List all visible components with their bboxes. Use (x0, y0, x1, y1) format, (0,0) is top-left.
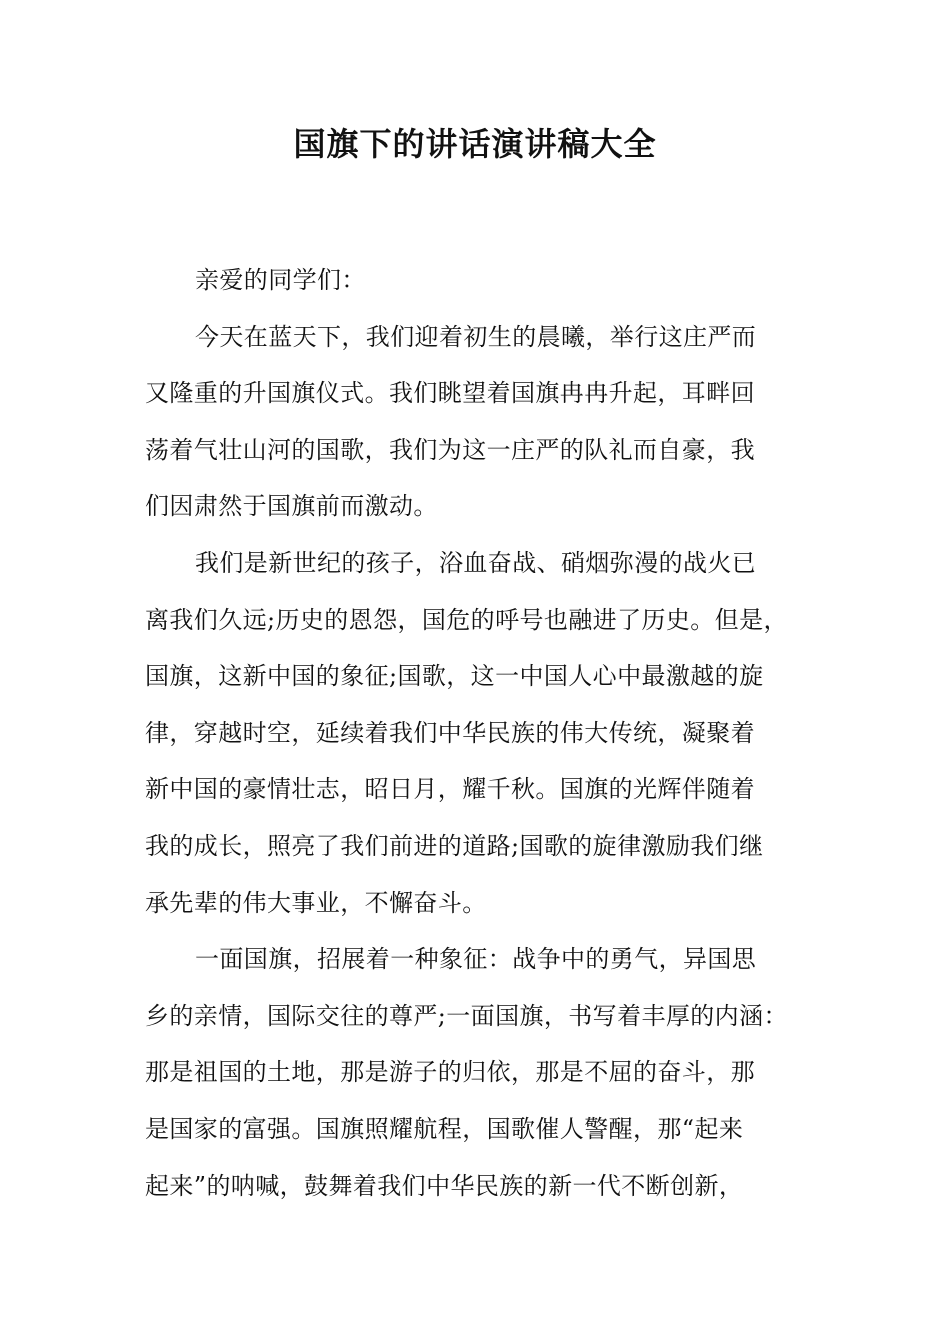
document-title: 国旗下的讲话演讲稿大全 (293, 125, 657, 163)
paragraph-3-line-1: 一面国旗，招展着一种象征：战争中的勇气，异国思 (195, 945, 757, 974)
paragraph-1-line-4: 们因肃然于国旗前而激动。 (145, 492, 438, 521)
paragraph-1-line-1: 今天在蓝天下，我们迎着初生的晨曦，举行这庄严而 (195, 322, 757, 351)
salutation-line: 亲爱的同学们： (195, 266, 366, 294)
paragraph-2-line-4: 律，穿越时空，延续着我们中华民族的伟大传统，凝聚着 (145, 718, 755, 747)
document-body (145, 252, 807, 1214)
paragraph-2-line-3: 国旗，这新中国的象征;国歌，这一中国人心中最激越的旋 (145, 662, 764, 691)
paragraph-2-line-2: 离我们久远;历史的恩怨，国危的呼号也融进了历史。但是， (145, 605, 788, 634)
paragraph-2-line-6: 我的成长，照亮了我们前进的道路;国歌的旋律激励我们继 (145, 831, 764, 860)
paragraph-3-line-4: 是国家的富强。国旗照耀航程，国歌催人警醒，那“起来 (145, 1114, 744, 1143)
paragraph-1-line-3: 荡着气壮山河的国歌，我们为这一庄严的队礼而自豪，我 (145, 435, 755, 464)
paragraph-3-line-5: 起来”的呐喊，鼓舞着我们中华民族的新一代不断创新， (145, 1171, 744, 1200)
paragraph-3-line-2: 乡的亲情，国际交往的尊严;一面国旗，书写着丰厚的内涵： (145, 1001, 788, 1030)
paragraph-1-line-2: 又隆重的升国旗仪式。我们眺望着国旗冉冉升起，耳畔回 (145, 379, 755, 408)
paragraph-2-line-5: 新中国的豪情壮志，昭日月，耀千秋。国旗的光辉伴随着 (145, 775, 755, 804)
paragraph-3-line-3: 那是祖国的土地，那是游子的归依，那是不屈的奋斗，那 (145, 1058, 755, 1087)
paragraph-2-line-7: 承先辈的伟大事业，不懈奋斗。 (145, 888, 487, 917)
paragraph-2-line-1: 我们是新世纪的孩子，浴血奋战、硝烟弥漫的战火已 (195, 548, 757, 577)
